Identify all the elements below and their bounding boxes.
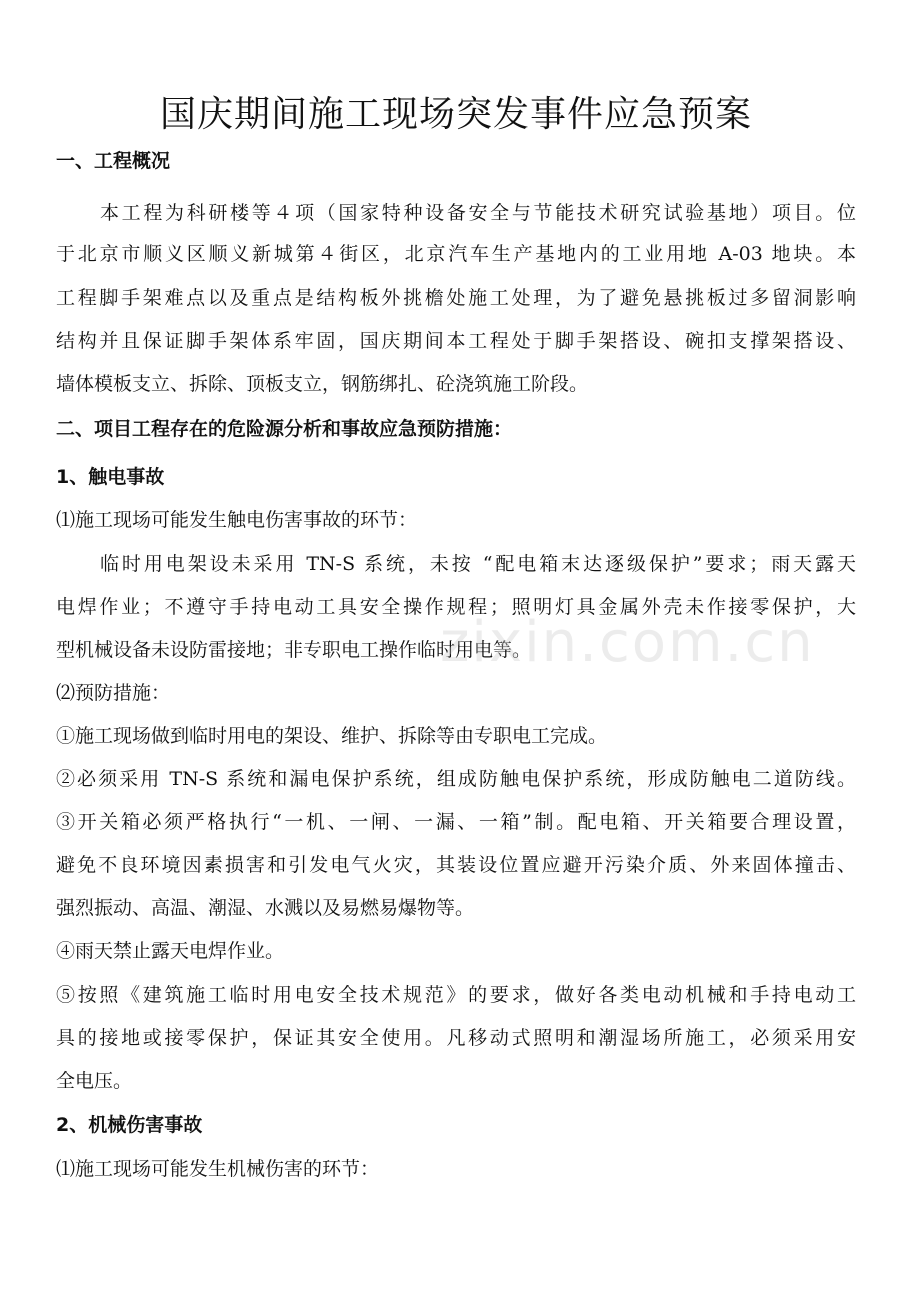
paragraph-line: 工程脚手架难点以及重点是结构板外挑檐处施工处理，为了避免悬挑板过多留洞影响 — [56, 287, 856, 309]
paragraph-line: 电焊作业；不遵守手持电动工具安全操作规程；照明灯具金属外壳未作接零保护，大 — [56, 596, 856, 618]
subsection-item: ⑴施工现场可能发生触电伤害事故的环节： — [56, 509, 418, 531]
paragraph-line: 型机械设备未设防雷接地；非专职电工操作临时用电等。 — [56, 639, 532, 661]
measure-line: ③开关箱必须严格执行“一机、一闸、一漏、一箱”制。配电箱、开关箱要合理设置， — [56, 811, 856, 833]
measure-line: ②必须采用 TN-S 系统和漏电保护系统，组成防触电保护系统，形成防触电二道防线。 — [56, 768, 856, 790]
subsection-item: ⑵预防措施： — [56, 682, 171, 704]
measure-line: ④雨天禁止露天电焊作业。 — [56, 940, 285, 962]
measure-line: ①施工现场做到临时用电的架设、维护、拆除等由专职电工完成。 — [56, 725, 608, 747]
subsection-heading-electric: 1、触电事故 — [56, 466, 165, 488]
measure-line: 避免不良环境因素损害和引发电气火灾，其装设位置应避开污染介质、外来固体撞击、 — [56, 854, 856, 876]
paragraph-line: 墙体模板支立、拆除、顶板支立，钢筋绑扎、砼浇筑施工阶段。 — [56, 373, 589, 395]
paragraph-line: 于北京市顺义区顺义新城第４街区，北京汽车生产基地内的工业用地 A-03 地块。本 — [56, 243, 856, 265]
subsection-heading-mechanical: 2、机械伤害事故 — [56, 1114, 203, 1136]
paragraph-line: 结构并且保证脚手架体系牢固，国庆期间本工程处于脚手架搭设、碗扣支撑架搭设、 — [56, 330, 856, 352]
paragraph-line: 本工程为科研楼等４项（国家特种设备安全与节能技术研究试验基地）项目。位 — [100, 202, 856, 224]
measure-line: 具的接地或接零保护，保证其安全使用。凡移动式照明和潮湿场所施工，必须采用安 — [56, 1027, 856, 1049]
section-heading-overview: 一、工程概况 — [56, 150, 171, 172]
section-heading-hazards: 二、项目工程存在的危险源分析和事故应急预防措施： — [56, 418, 513, 440]
measure-line: 强烈振动、高温、潮湿、水溅以及易燃易爆物等。 — [56, 897, 475, 919]
measure-line: ⑤按照《建筑施工临时用电安全技术规范》的要求，做好各类电动机械和手持电动工 — [56, 984, 856, 1006]
measure-line: 全电压。 — [56, 1070, 133, 1092]
watermark: zixin.com.cn — [440, 610, 815, 675]
document-title: 国庆期间施工现场突发事件应急预案 — [159, 94, 752, 135]
subsection-item: ⑴施工现场可能发生机械伤害的环节： — [56, 1158, 380, 1180]
paragraph-line: 临时用电架设未采用 TN-S 系统，未按 “配电箱末达逐级保护”要求；雨天露天 — [100, 553, 856, 575]
